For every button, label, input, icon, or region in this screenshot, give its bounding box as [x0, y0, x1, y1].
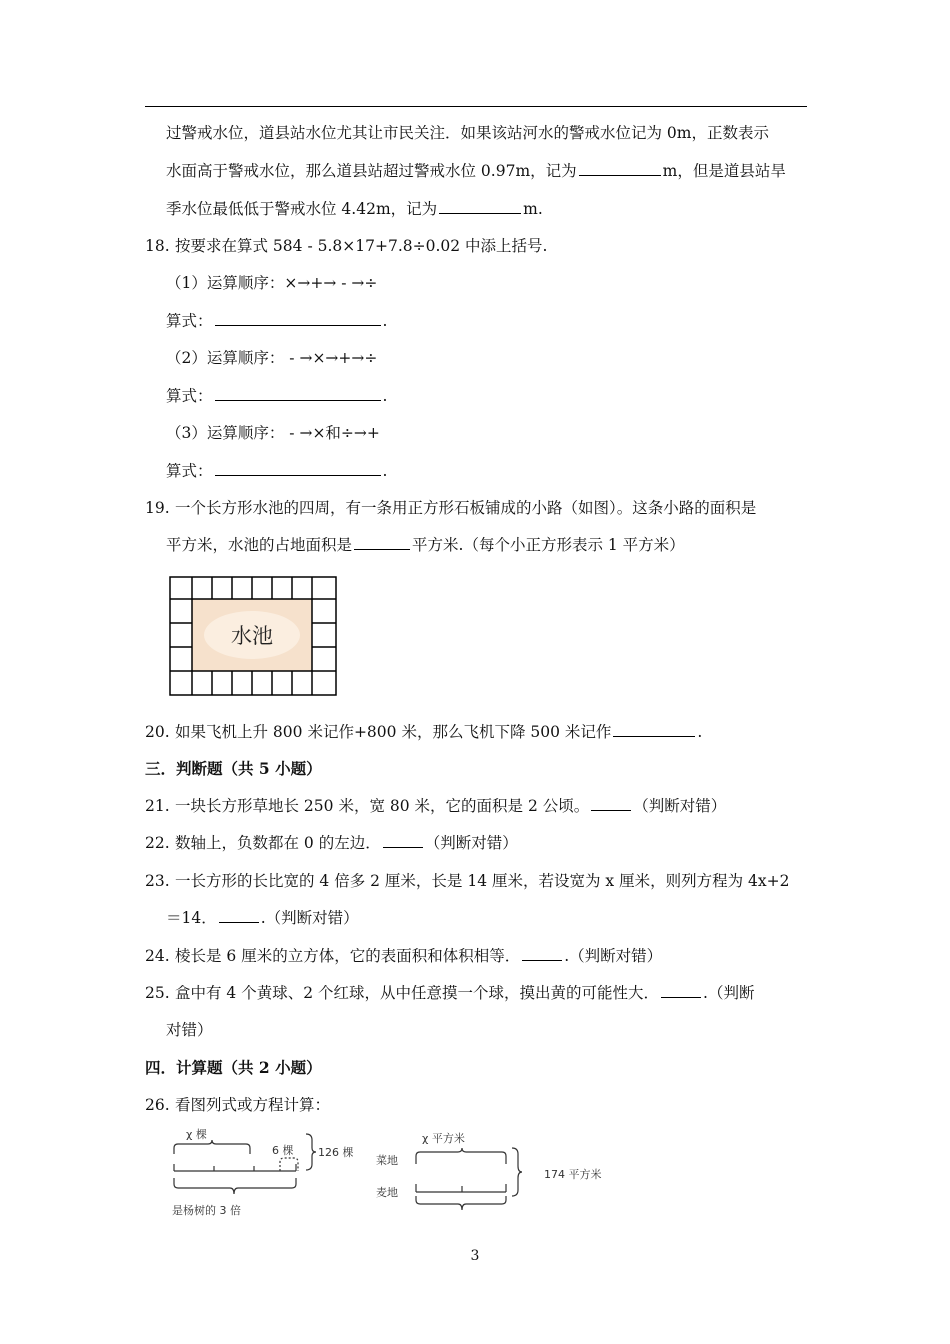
- q23-line2: ＝14． .（判断对错）: [166, 909, 359, 927]
- q17-line1: 过警戒水位，道县站水位尤其让市民关注．如果该站河水的警戒水位记为 0m，正数表示: [166, 124, 769, 142]
- page-number: 3: [470, 1248, 480, 1264]
- fig1-bottom-label: 是杨树的 3 倍: [172, 1204, 241, 1217]
- q23-question: 23. 一长方形的长比宽的 4 倍多 2 厘米，长是 14 厘米，若设宽为 x 厘米，则列方程为 4x+2: [145, 872, 790, 890]
- q25-line2: 对错）: [166, 1021, 213, 1039]
- q18-formula3: 算式： .: [166, 462, 388, 480]
- blank[interactable]: [383, 833, 423, 848]
- q18-formula1: 算式： .: [166, 312, 388, 330]
- q18-part3: （3）运算顺序： - →×和÷→+: [166, 424, 380, 442]
- pool-figure: [168, 575, 340, 697]
- blank[interactable]: [215, 461, 381, 476]
- blank[interactable]: [354, 535, 410, 550]
- q22-question: 22. 数轴上，负数都在 0 的左边． （判断对错）: [145, 834, 518, 852]
- blank[interactable]: [661, 983, 701, 998]
- blank[interactable]: [579, 161, 661, 176]
- fig2-x-label: χ 平方米: [422, 1132, 465, 1145]
- q19-question: 19. 一个长方形水池的四周，有一条用正方形石板铺成的小路（如图）。这条小路的面积是: [145, 499, 757, 517]
- q26-figure-1: [168, 1126, 368, 1218]
- fig2-wheat-label: 麦地: [376, 1186, 398, 1199]
- blank[interactable]: [591, 796, 631, 811]
- blank[interactable]: [439, 199, 521, 214]
- fig1-total: 126 棵: [318, 1146, 354, 1159]
- q21-question: 21. 一块长方形草地长 250 米，宽 80 米，它的面积是 2 公顷。 （判断对错）: [145, 797, 727, 815]
- blank[interactable]: [219, 908, 259, 923]
- fig1-x-label: χ 棵: [186, 1128, 207, 1141]
- blank[interactable]: [522, 946, 562, 961]
- pool-label: 水池: [231, 624, 273, 648]
- q25-question: 25. 盒中有 4 个黄球、2 个红球，从中任意摸一个球，摸出黄的可能性大． .（判断: [145, 984, 755, 1002]
- fig2-veg-label: 菜地: [376, 1154, 398, 1167]
- section-4-heading: 四．计算题（共 2 小题）: [145, 1058, 322, 1077]
- q20-question: 20. 如果飞机上升 800 米记作+800 米，那么飞机下降 500 米记作 .: [145, 723, 703, 741]
- q18-question: 18. 按要求在算式 584 - 5.8×17+7.8÷0.02 中添上括号.: [145, 237, 548, 255]
- q24-question: 24. 棱长是 6 厘米的立方体，它的表面积和体积相等． .（判断对错）: [145, 947, 663, 965]
- q26-figure-2: [372, 1126, 620, 1218]
- blank[interactable]: [215, 386, 381, 401]
- header-rule: [145, 106, 807, 107]
- section-3-heading: 三．判断题（共 5 小题）: [145, 759, 322, 778]
- q17-line3: 季水位最低低于警戒水位 4.42m，记为 m.: [166, 200, 543, 218]
- fig1-six-label: 6 棵: [272, 1144, 294, 1157]
- q19-line2: 平方米，水池的占地面积是 平方米.（每个小正方形表示 1 平方米）: [166, 536, 685, 554]
- q18-formula2: 算式： .: [166, 387, 388, 405]
- q18-part1: （1）运算顺序：×→+→ - →÷: [166, 274, 378, 292]
- q18-part2: （2）运算顺序： - →×→+→÷: [166, 349, 378, 367]
- q26-question: 26. 看图列式或方程计算：: [145, 1096, 331, 1114]
- fig2-total: 174 平方米: [544, 1168, 602, 1181]
- blank[interactable]: [613, 722, 695, 737]
- blank[interactable]: [215, 311, 381, 326]
- q17-line2: 水面高于警戒水位，那么道县站超过警戒水位 0.97m，记为 m，但是道县站旱: [166, 162, 786, 180]
